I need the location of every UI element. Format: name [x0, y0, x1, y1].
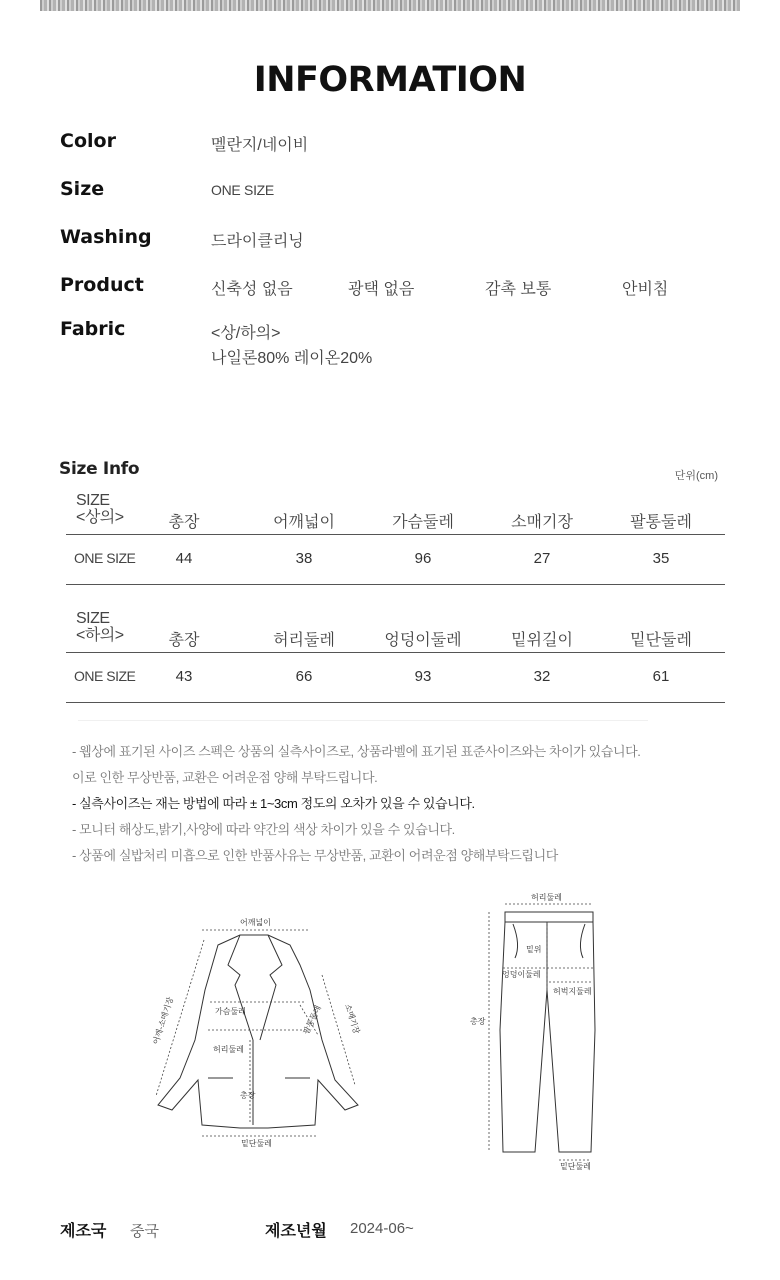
bottom-header-col-4: 밑위길이 [511, 632, 573, 649]
fabric-line-1: <상/하의> [211, 325, 281, 342]
bottom-row-value-5: 61 [652, 668, 670, 685]
bottom-row-value-3: 93 [414, 668, 432, 685]
pants-label-length: 총장 [470, 1017, 486, 1026]
size-label: Size [60, 178, 105, 200]
size-value: ONE SIZE [211, 182, 274, 198]
color-label: Color [60, 130, 116, 152]
table-divider [66, 534, 725, 535]
bottom-header-col-5: 밑단둘레 [630, 632, 692, 649]
top-header-col-3: 가슴둘레 [392, 514, 454, 531]
fabric-line-2: 나일론80% 레이온20% [211, 350, 373, 367]
bottom-row-value-1: 43 [175, 668, 193, 685]
note-4: - 모니터 해상도,밝기,사양에 따라 약간의 색상 차이가 있을 수 있습니다. [72, 822, 455, 837]
top-fabric-image-strip [40, 0, 740, 11]
top-row-value-3: 96 [414, 550, 432, 567]
info-row-fabric [60, 318, 740, 378]
jacket-diagram [140, 910, 370, 1155]
size-header-line: SIZE [76, 610, 110, 627]
product-sheer: 안비침 [622, 281, 669, 298]
top-header-size [76, 492, 124, 526]
origin-label: 제조국 [60, 1221, 107, 1240]
fabric-label: Fabric [60, 318, 126, 340]
size-header-category: <상의> [76, 509, 124, 526]
top-header-col-1: 총장 [168, 514, 200, 531]
bottom-row-value-4: 32 [533, 668, 551, 685]
size-header-line: SIZE [76, 492, 110, 509]
top-row-value-2: 38 [295, 550, 313, 567]
jacket-label-length: 총장 [240, 1091, 256, 1100]
bottom-row-size: ONE SIZE [74, 668, 136, 684]
jacket-label-sleeve-right: 소매기장 [343, 1002, 362, 1036]
jacket-svg [140, 910, 370, 1155]
top-header-col-4: 소매기장 [511, 514, 573, 531]
table-divider [66, 652, 725, 653]
bottom-header-col-2: 허리둘레 [273, 632, 335, 649]
bottom-size-table [66, 610, 725, 705]
date-label: 제조년월 [265, 1221, 327, 1240]
top-row-value-1: 44 [175, 550, 193, 567]
top-row-value-5: 35 [652, 550, 670, 567]
size-info-title: Size Info [59, 459, 140, 479]
top-row-value-4: 27 [533, 550, 551, 567]
bottom-header-col-1: 총장 [168, 632, 200, 649]
size-header-category: <하의> [76, 627, 124, 644]
jacket-label-chest: 가슴둘레 [215, 1007, 246, 1016]
color-value: 멜란지/네이비 [211, 137, 309, 154]
pants-label-waist: 허리둘레 [531, 893, 562, 902]
pants-label-rise: 밑위 [526, 945, 542, 954]
note-5: - 상품에 실밥처리 미흡으로 인한 반품사유는 무상반품, 교환이 어려운점 양해부탁드립니다 [72, 848, 558, 863]
date-value: 2024-06~ [350, 1220, 414, 1237]
top-size-table [66, 492, 725, 587]
top-row-size: ONE SIZE [74, 550, 136, 566]
unit-label: 단위(cm) [674, 470, 718, 482]
jacket-label-arm: 팔통둘레 [301, 1004, 323, 1036]
info-row-product [60, 274, 740, 304]
jacket-label-waist: 허리둘레 [213, 1045, 244, 1054]
jacket-label-hem: 밑단둘레 [241, 1139, 272, 1148]
bottom-row-value-2: 66 [295, 668, 313, 685]
jacket-label-shoulder: 어깨넓이 [240, 918, 271, 927]
bottom-header-size [76, 610, 124, 644]
washing-label: Washing [60, 226, 152, 248]
product-label: Product [60, 274, 144, 296]
info-row-washing [60, 226, 740, 256]
pants-label-hem: 밑단둘레 [560, 1162, 591, 1171]
product-stretch: 신축성 없음 [211, 281, 293, 298]
pants-label-hip: 엉덩이둘레 [502, 970, 541, 979]
product-gloss: 광택 없음 [348, 281, 415, 298]
note-1: - 웹상에 표기된 사이즈 스펙은 상품의 실측사이즈로, 상품라벨에 표기된 표준사이즈와는 차이가 있습니다. [72, 744, 641, 759]
pants-diagram [465, 890, 615, 1175]
page-title: INFORMATION [253, 60, 527, 100]
top-header-col-2: 어깨넓이 [273, 514, 335, 531]
note-3: - 실측사이즈는 재는 방법에 따라 ± 1~3cm 정도의 오차가 있을 수 있습니다. [72, 796, 475, 811]
info-row-color [60, 130, 740, 160]
origin-value: 중국 [130, 1223, 159, 1240]
top-header-col-5: 팔통둘레 [630, 514, 692, 531]
product-texture: 감촉 보통 [485, 281, 552, 298]
washing-value: 드라이클리닝 [211, 233, 304, 250]
faint-divider [78, 720, 648, 721]
info-row-size [60, 178, 740, 208]
pants-label-thigh: 허벅지둘레 [553, 987, 592, 996]
bottom-header-col-3: 엉덩이둘레 [384, 632, 462, 649]
jacket-label-sleeve-left: 어깨-소매기장 [151, 995, 176, 1046]
table-divider [66, 584, 725, 585]
table-divider [66, 702, 725, 703]
note-2: 이로 인한 무상반품, 교환은 어려운점 양해 부탁드립니다. [72, 770, 378, 785]
pants-svg [465, 890, 615, 1175]
